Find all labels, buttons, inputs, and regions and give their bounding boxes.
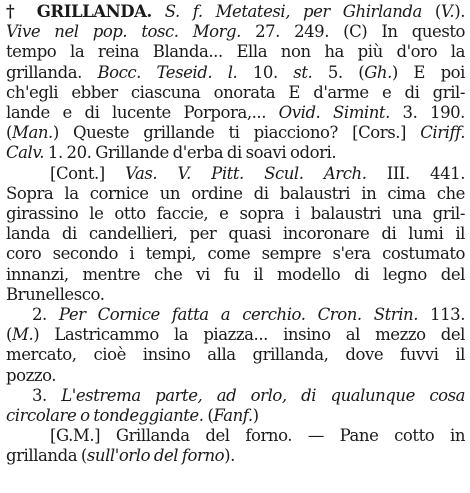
entry-line: ch'egli ebber ciascuna onorata E d'arme e di gril- (6, 82, 465, 102)
entry-line: Brunellesco. (6, 284, 105, 304)
entry-line: Sopra la cornice un ordine di balaustri in cima che (6, 183, 465, 203)
entry-line: [G.M.] Grillanda del forno. — Pane cotto in (50, 426, 465, 446)
entry-line: mercato, cioè insino alla grillanda, dove fuvvi il (6, 345, 465, 365)
entry-line: pozzo. (6, 365, 57, 385)
entry-line: coro secondo i tempi, come sempre s'era costumato (6, 244, 465, 264)
entry-line: 2. Per Cornice fatta a cerchio. Cron. Strin. 113. (32, 305, 466, 325)
entry-line: lande e di lucente Porpora,... Ovid. Simint. 3. 190. (6, 103, 465, 123)
entry-line: (Man.) Queste grillande ti piacciono? [Cors.] Ciriff. (6, 123, 465, 143)
entry-line: † GRILLANDA. S. f. Metatesi, per Ghirlanda (V.). (6, 2, 466, 21)
entry-line: circolare o tondeggiante. (Fanf.) (6, 406, 259, 426)
entry-line: landa di candellieri, per quasi incoronare di lumi il (6, 224, 465, 244)
entry-line: Vive nel pop. tosc. Morg. 27. 249. (C) In questo (6, 22, 465, 42)
dictionary-entry (6, 2, 465, 467)
entry-line: grillanda (sull'orlo del forno). (6, 446, 235, 466)
entry-line: (M.) Lastricammo la piazza... insino al mezzo del (6, 325, 465, 345)
entry-line: [Cont.] Vas. V. Pitt. Scul. Arch. III. 441. (50, 163, 465, 183)
entry-line: Calv. 1. 20. Grillande d'erba di soavi odori. (6, 143, 337, 163)
entry-line: tempo la reina Blanda... Ella non ha più d'oro la (6, 42, 465, 62)
entry-line: girassino le otto faccie, e sopra i balaustri una gril- (6, 204, 465, 224)
entry-line: innanzi, mentre che vi fu il modello di legno del (6, 264, 465, 284)
entry-line: 3. L'estrema parte, ad orlo, di qualunque cosa (32, 385, 466, 405)
entry-line: grillanda. Bocc. Teseid. l. 10. st. 5. (Gh.) E poi (6, 62, 465, 82)
